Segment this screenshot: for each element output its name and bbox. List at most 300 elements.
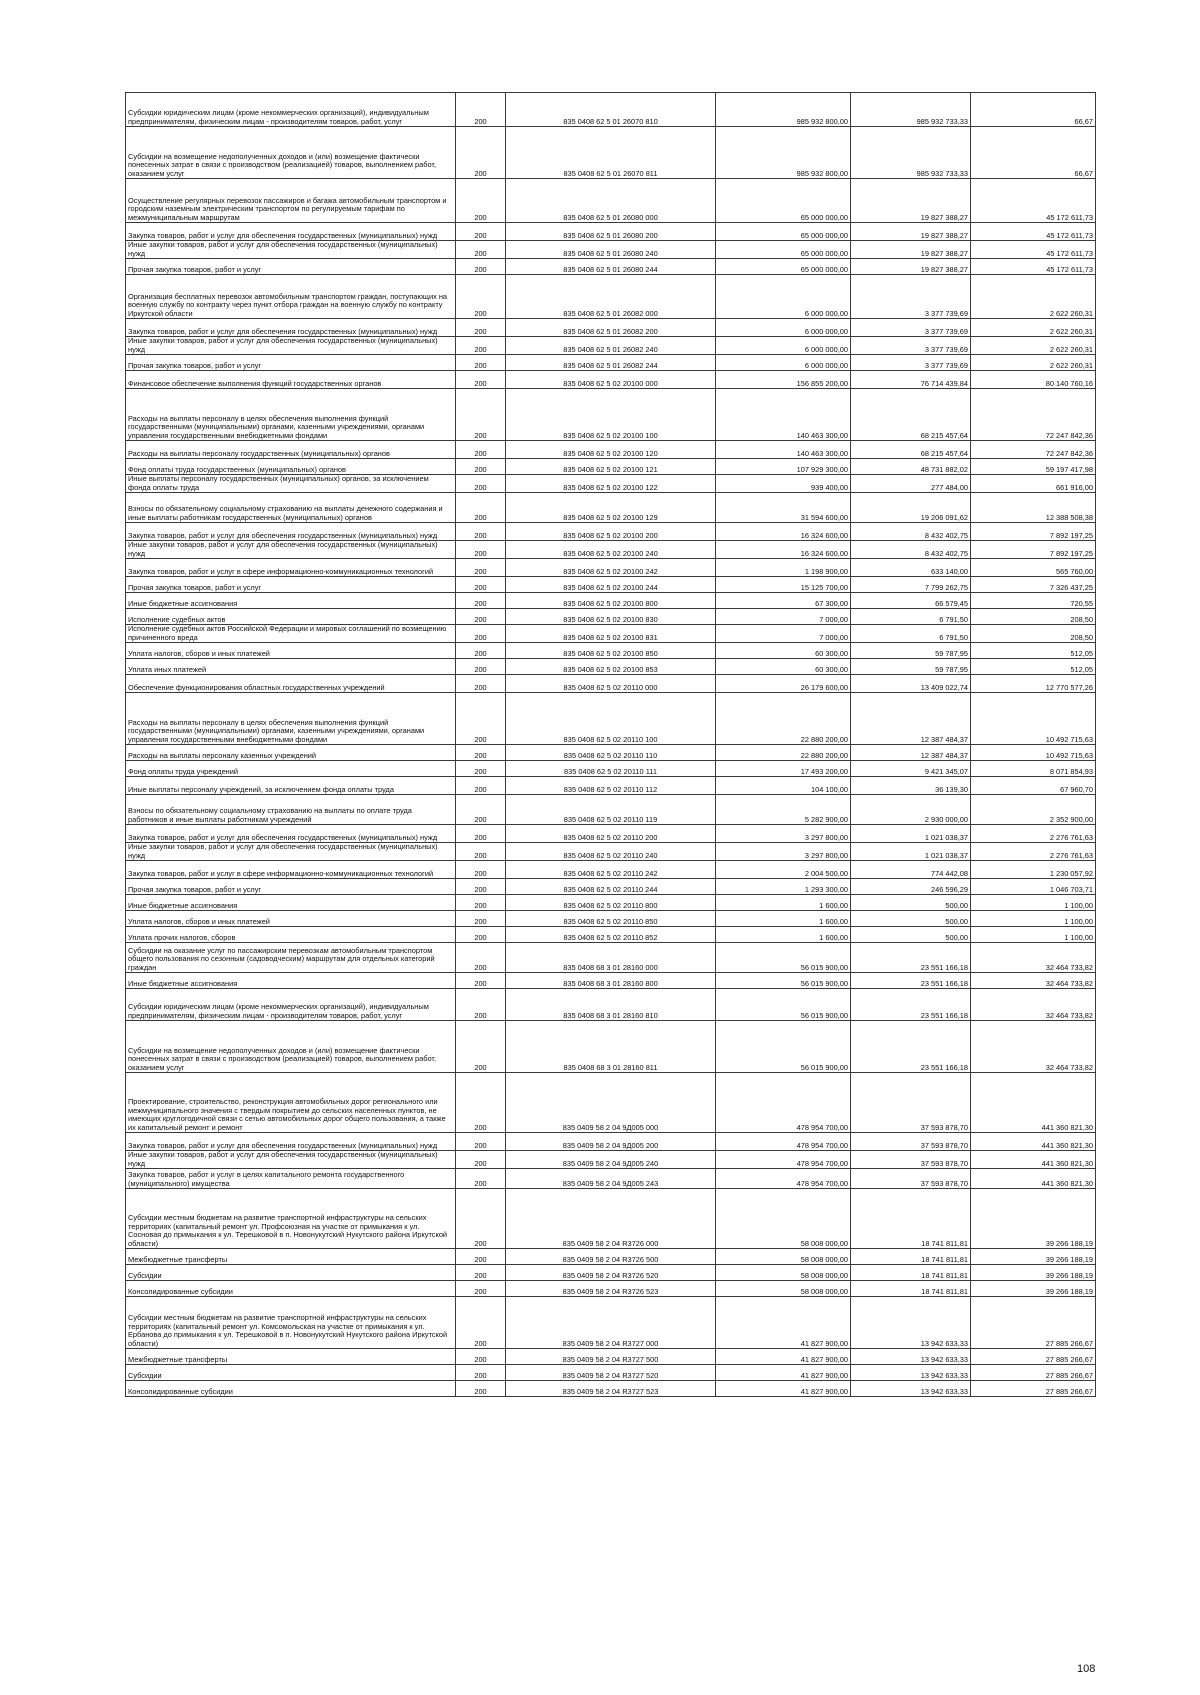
cell-fact: 1 021 038,37 bbox=[851, 843, 971, 861]
cell-plan: 985 932 800,00 bbox=[716, 127, 851, 179]
table-row bbox=[126, 1281, 1096, 1297]
cell-rest: 59 197 417,98 bbox=[971, 459, 1096, 475]
cell-name: Фонд оплаты труда государственных (муниципальных) органов bbox=[126, 459, 456, 475]
cell-rest: 10 492 715,63 bbox=[971, 745, 1096, 761]
cell-name: Уплата налогов, сборов и иных платежей bbox=[126, 643, 456, 659]
cell-code: 835 0408 62 5 02 20100 100 bbox=[506, 389, 716, 441]
table-row bbox=[126, 337, 1096, 355]
cell-plan: 56 015 900,00 bbox=[716, 973, 851, 989]
cell-code: 835 0409 58 2 04 9Д005 000 bbox=[506, 1073, 716, 1133]
cell-name: Прочая закупка товаров, работ и услуг bbox=[126, 879, 456, 895]
cell-plan: 478 954 700,00 bbox=[716, 1169, 851, 1189]
table-row bbox=[126, 1265, 1096, 1281]
cell-code: 835 0408 62 5 02 20110 000 bbox=[506, 675, 716, 693]
table-row bbox=[126, 1073, 1096, 1133]
cell-name: Субсидии на возмещение недополученных доходов и (или) возмещение фактически понесенных затрат в связи с производством (реализацией) товаров, выполнением работ, оказанием услуг bbox=[126, 127, 456, 179]
table-row bbox=[126, 795, 1096, 825]
cell-code: 835 0408 62 5 02 20100 242 bbox=[506, 559, 716, 577]
cell-plan: 26 179 600,00 bbox=[716, 675, 851, 693]
cell-code: 835 0408 62 5 02 20100 850 bbox=[506, 643, 716, 659]
cell-name: Обеспечение функционирования областных государственных учреждений bbox=[126, 675, 456, 693]
cell-fact: 985 932 733,33 bbox=[851, 93, 971, 127]
cell-fact: 76 714 439,84 bbox=[851, 371, 971, 389]
cell-plan: 65 000 000,00 bbox=[716, 223, 851, 241]
cell-code: 835 0408 62 5 02 20110 852 bbox=[506, 927, 716, 943]
cell-kvr: 200 bbox=[456, 541, 506, 559]
cell-name: Иные закупки товаров, работ и услуг для обеспечения государственных (муниципальных) нужд bbox=[126, 241, 456, 259]
cell-name: Расходы на выплаты персоналу государственных (муниципальных) органов bbox=[126, 441, 456, 459]
cell-plan: 1 600,00 bbox=[716, 911, 851, 927]
cell-name: Фонд оплаты труда учреждений bbox=[126, 761, 456, 777]
cell-fact: 66 579,45 bbox=[851, 593, 971, 609]
cell-name: Взносы по обязательному социальному страхованию на выплаты по оплате труда работников и иные выплаты работникам учреждений bbox=[126, 795, 456, 825]
table-row bbox=[126, 1169, 1096, 1189]
cell-kvr: 200 bbox=[456, 1249, 506, 1265]
cell-code: 835 0408 62 5 02 20100 800 bbox=[506, 593, 716, 609]
cell-fact: 8 432 402,75 bbox=[851, 541, 971, 559]
cell-name: Закупка товаров, работ и услуг в целях капитального ремонта государственного (муниципального) имущества bbox=[126, 1169, 456, 1189]
cell-code: 835 0408 68 3 01 28160 810 bbox=[506, 989, 716, 1021]
cell-rest: 2 352 900,00 bbox=[971, 795, 1096, 825]
cell-fact: 13 942 633,33 bbox=[851, 1297, 971, 1349]
cell-plan: 65 000 000,00 bbox=[716, 179, 851, 223]
cell-plan: 1 293 300,00 bbox=[716, 879, 851, 895]
table-row bbox=[126, 459, 1096, 475]
cell-fact: 633 140,00 bbox=[851, 559, 971, 577]
table-row bbox=[126, 693, 1096, 745]
cell-code: 835 0408 62 5 01 26082 200 bbox=[506, 319, 716, 337]
cell-fact: 48 731 882,02 bbox=[851, 459, 971, 475]
table-row bbox=[126, 259, 1096, 275]
cell-rest: 72 247 842,36 bbox=[971, 441, 1096, 459]
cell-rest: 7 326 437,25 bbox=[971, 577, 1096, 593]
cell-code: 835 0408 62 5 02 20100 122 bbox=[506, 475, 716, 493]
cell-fact: 9 421 345,07 bbox=[851, 761, 971, 777]
cell-name: Закупка товаров, работ и услуг в сфере информационно-коммуникационных технологий bbox=[126, 559, 456, 577]
cell-fact: 13 409 022,74 bbox=[851, 675, 971, 693]
cell-plan: 478 954 700,00 bbox=[716, 1151, 851, 1169]
cell-plan: 1 198 900,00 bbox=[716, 559, 851, 577]
cell-rest: 32 464 733,82 bbox=[971, 989, 1096, 1021]
cell-plan: 65 000 000,00 bbox=[716, 241, 851, 259]
cell-kvr: 200 bbox=[456, 523, 506, 541]
cell-fact: 246 596,29 bbox=[851, 879, 971, 895]
cell-fact: 19 827 388,27 bbox=[851, 179, 971, 223]
table-row bbox=[126, 1189, 1096, 1249]
cell-code: 835 0408 62 5 01 26070 811 bbox=[506, 127, 716, 179]
table-row bbox=[126, 989, 1096, 1021]
cell-code: 835 0409 58 2 04 R3726 000 bbox=[506, 1189, 716, 1249]
cell-fact: 19 827 388,27 bbox=[851, 259, 971, 275]
table-row bbox=[126, 927, 1096, 943]
cell-rest: 1 100,00 bbox=[971, 927, 1096, 943]
cell-plan: 17 493 200,00 bbox=[716, 761, 851, 777]
cell-kvr: 200 bbox=[456, 93, 506, 127]
cell-rest: 2 622 260,31 bbox=[971, 337, 1096, 355]
cell-name: Расходы на выплаты персоналу в целях обеспечения выполнения функций государственными (муниципальными) органами, казенными учреждениями, органами управления государственными внебюджетными фондами bbox=[126, 389, 456, 441]
cell-name: Межбюджетные трансферты bbox=[126, 1249, 456, 1265]
cell-plan: 1 600,00 bbox=[716, 927, 851, 943]
cell-plan: 56 015 900,00 bbox=[716, 1021, 851, 1073]
table-row bbox=[126, 559, 1096, 577]
cell-plan: 140 463 300,00 bbox=[716, 389, 851, 441]
cell-rest: 1 046 703,71 bbox=[971, 879, 1096, 895]
cell-kvr: 200 bbox=[456, 593, 506, 609]
cell-code: 835 0408 62 5 02 20100 853 bbox=[506, 659, 716, 675]
cell-plan: 58 008 000,00 bbox=[716, 1189, 851, 1249]
cell-kvr: 200 bbox=[456, 659, 506, 675]
cell-rest: 12 388 508,38 bbox=[971, 493, 1096, 523]
cell-code: 835 0408 62 5 02 20100 120 bbox=[506, 441, 716, 459]
cell-fact: 18 741 811,81 bbox=[851, 1249, 971, 1265]
cell-kvr: 200 bbox=[456, 241, 506, 259]
cell-kvr: 200 bbox=[456, 1151, 506, 1169]
cell-plan: 22 880 200,00 bbox=[716, 745, 851, 761]
cell-fact: 59 787,95 bbox=[851, 659, 971, 675]
cell-name: Закупка товаров, работ и услуг для обеспечения государственных (муниципальных) нужд bbox=[126, 319, 456, 337]
cell-kvr: 200 bbox=[456, 275, 506, 319]
cell-rest: 32 464 733,82 bbox=[971, 973, 1096, 989]
cell-rest: 7 892 197,25 bbox=[971, 523, 1096, 541]
cell-fact: 774 442,08 bbox=[851, 861, 971, 879]
cell-code: 835 0408 62 5 02 20110 200 bbox=[506, 825, 716, 843]
table-row bbox=[126, 577, 1096, 593]
cell-fact: 23 551 166,18 bbox=[851, 989, 971, 1021]
cell-code: 835 0408 62 5 02 20100 831 bbox=[506, 625, 716, 643]
cell-name: Консолидированные субсидии bbox=[126, 1381, 456, 1397]
cell-plan: 6 000 000,00 bbox=[716, 319, 851, 337]
cell-code: 835 0408 62 5 01 26080 000 bbox=[506, 179, 716, 223]
cell-kvr: 200 bbox=[456, 973, 506, 989]
cell-fact: 19 827 388,27 bbox=[851, 223, 971, 241]
table-row bbox=[126, 861, 1096, 879]
cell-code: 835 0409 58 2 04 R3727 523 bbox=[506, 1381, 716, 1397]
cell-name: Расходы на выплаты персоналу казенных учреждений bbox=[126, 745, 456, 761]
cell-kvr: 200 bbox=[456, 459, 506, 475]
cell-name: Уплата налогов, сборов и иных платежей bbox=[126, 911, 456, 927]
cell-kvr: 200 bbox=[456, 577, 506, 593]
cell-code: 835 0408 62 5 02 20110 800 bbox=[506, 895, 716, 911]
cell-name: Организация бесплатных перевозок автомобильным транспортом граждан, поступающих на военную службу по контракту через пункт отбора граждан на военную службу по контракту Иркутской области bbox=[126, 275, 456, 319]
table-row bbox=[126, 943, 1096, 973]
cell-rest: 2 622 260,31 bbox=[971, 355, 1096, 371]
cell-fact: 12 387 484,37 bbox=[851, 745, 971, 761]
cell-plan: 22 880 200,00 bbox=[716, 693, 851, 745]
cell-plan: 56 015 900,00 bbox=[716, 943, 851, 973]
cell-plan: 7 000,00 bbox=[716, 625, 851, 643]
cell-name: Иные бюджетные ассигнования bbox=[126, 973, 456, 989]
table-row bbox=[126, 643, 1096, 659]
cell-kvr: 200 bbox=[456, 1133, 506, 1151]
cell-name: Проектирование, строительство, реконструкция автомобильных дорог регионального или межмуниципального значения с твердым покрытием до сельских населенных пунктов, не имеющих круглогодичной связи с сетью автомобильных дорог общего пользования, а также их капитальный ремонт и ремонт bbox=[126, 1073, 456, 1133]
cell-name: Иные закупки товаров, работ и услуг для обеспечения государственных (муниципальных) нужд bbox=[126, 1151, 456, 1169]
cell-plan: 6 000 000,00 bbox=[716, 355, 851, 371]
cell-rest: 12 770 577,26 bbox=[971, 675, 1096, 693]
cell-code: 835 0408 62 5 01 26082 244 bbox=[506, 355, 716, 371]
cell-code: 835 0408 62 5 02 20110 110 bbox=[506, 745, 716, 761]
cell-kvr: 200 bbox=[456, 259, 506, 275]
cell-kvr: 200 bbox=[456, 609, 506, 625]
cell-fact: 8 432 402,75 bbox=[851, 523, 971, 541]
cell-fact: 1 021 038,37 bbox=[851, 825, 971, 843]
cell-rest: 45 172 611,73 bbox=[971, 241, 1096, 259]
cell-name: Закупка товаров, работ и услуг для обеспечения государственных (муниципальных) нужд bbox=[126, 1133, 456, 1151]
cell-rest: 441 360 821,30 bbox=[971, 1073, 1096, 1133]
table-row bbox=[126, 593, 1096, 609]
cell-plan: 56 015 900,00 bbox=[716, 989, 851, 1021]
cell-rest: 2 622 260,31 bbox=[971, 275, 1096, 319]
table-row bbox=[126, 895, 1096, 911]
cell-kvr: 200 bbox=[456, 843, 506, 861]
table-row bbox=[126, 1297, 1096, 1349]
cell-fact: 18 741 811,81 bbox=[851, 1189, 971, 1249]
cell-plan: 31 594 600,00 bbox=[716, 493, 851, 523]
cell-plan: 3 297 800,00 bbox=[716, 843, 851, 861]
cell-rest: 32 464 733,82 bbox=[971, 943, 1096, 973]
cell-code: 835 0408 62 5 01 26070 810 bbox=[506, 93, 716, 127]
cell-name: Исполнение судебных актов Российской Федерации и мировых соглашений по возмещению причиненного вреда bbox=[126, 625, 456, 643]
cell-fact: 7 799 262,75 bbox=[851, 577, 971, 593]
table-row bbox=[126, 911, 1096, 927]
table-row bbox=[126, 371, 1096, 389]
table-row bbox=[126, 493, 1096, 523]
cell-rest: 1 100,00 bbox=[971, 911, 1096, 927]
cell-plan: 65 000 000,00 bbox=[716, 259, 851, 275]
cell-fact: 19 827 388,27 bbox=[851, 241, 971, 259]
cell-fact: 23 551 166,18 bbox=[851, 1021, 971, 1073]
table-row bbox=[126, 1365, 1096, 1381]
cell-code: 835 0408 62 5 02 20100 200 bbox=[506, 523, 716, 541]
cell-kvr: 200 bbox=[456, 1189, 506, 1249]
cell-rest: 45 172 611,73 bbox=[971, 179, 1096, 223]
cell-kvr: 200 bbox=[456, 989, 506, 1021]
cell-kvr: 200 bbox=[456, 927, 506, 943]
cell-code: 835 0408 62 5 02 20100 121 bbox=[506, 459, 716, 475]
cell-name: Иные закупки товаров, работ и услуг для обеспечения государственных (муниципальных) нужд bbox=[126, 843, 456, 861]
cell-plan: 41 827 900,00 bbox=[716, 1381, 851, 1397]
cell-rest: 27 885 266,67 bbox=[971, 1381, 1096, 1397]
cell-fact: 23 551 166,18 bbox=[851, 973, 971, 989]
cell-code: 835 0408 68 3 01 28160 811 bbox=[506, 1021, 716, 1073]
cell-rest: 39 266 188,19 bbox=[971, 1281, 1096, 1297]
cell-name: Расходы на выплаты персоналу в целях обеспечения выполнения функций государственными (муниципальными) органами, казенными учреждениями, органами управления государственными внебюджетными фондами bbox=[126, 693, 456, 745]
cell-plan: 60 300,00 bbox=[716, 643, 851, 659]
cell-name: Иные бюджетные ассигнования bbox=[126, 895, 456, 911]
cell-code: 835 0409 58 2 04 9Д005 243 bbox=[506, 1169, 716, 1189]
cell-kvr: 200 bbox=[456, 943, 506, 973]
cell-name: Субсидии на возмещение недополученных доходов и (или) возмещение фактически понесенных затрат в связи с производством (реализацией) товаров, выполнением работ, оказанием услуг bbox=[126, 1021, 456, 1073]
cell-fact: 6 791,50 bbox=[851, 625, 971, 643]
cell-fact: 2 930 000,00 bbox=[851, 795, 971, 825]
table-row bbox=[126, 1349, 1096, 1365]
cell-name: Финансовое обеспечение выполнения функций государственных органов bbox=[126, 371, 456, 389]
cell-plan: 58 008 000,00 bbox=[716, 1281, 851, 1297]
cell-name: Консолидированные субсидии bbox=[126, 1281, 456, 1297]
cell-fact: 3 377 739,69 bbox=[851, 355, 971, 371]
cell-rest: 2 622 260,31 bbox=[971, 319, 1096, 337]
cell-fact: 500,00 bbox=[851, 895, 971, 911]
cell-kvr: 200 bbox=[456, 625, 506, 643]
cell-fact: 37 593 878,70 bbox=[851, 1133, 971, 1151]
cell-code: 835 0408 62 5 01 26082 240 bbox=[506, 337, 716, 355]
cell-name: Субсидии юридическим лицам (кроме некоммерческих организаций), индивидуальным предпринимателям, физическим лицам - производителям товаров, работ, услуг bbox=[126, 989, 456, 1021]
cell-kvr: 200 bbox=[456, 1297, 506, 1349]
cell-kvr: 200 bbox=[456, 559, 506, 577]
cell-name: Иные закупки товаров, работ и услуг для обеспечения государственных (муниципальных) нужд bbox=[126, 337, 456, 355]
cell-code: 835 0409 58 2 04 R3726 520 bbox=[506, 1265, 716, 1281]
cell-rest: 8 071 854,93 bbox=[971, 761, 1096, 777]
table-row bbox=[126, 659, 1096, 675]
cell-code: 835 0409 58 2 04 R3726 523 bbox=[506, 1281, 716, 1297]
table-row bbox=[126, 319, 1096, 337]
cell-plan: 107 929 300,00 bbox=[716, 459, 851, 475]
cell-plan: 6 000 000,00 bbox=[716, 337, 851, 355]
cell-plan: 15 125 700,00 bbox=[716, 577, 851, 593]
cell-rest: 39 266 188,19 bbox=[971, 1189, 1096, 1249]
cell-name: Закупка товаров, работ и услуг для обеспечения государственных (муниципальных) нужд bbox=[126, 223, 456, 241]
cell-name: Прочая закупка товаров, работ и услуг bbox=[126, 355, 456, 371]
page-number: 108 bbox=[1077, 1663, 1096, 1675]
cell-kvr: 200 bbox=[456, 911, 506, 927]
cell-kvr: 200 bbox=[456, 745, 506, 761]
cell-rest: 66,67 bbox=[971, 127, 1096, 179]
cell-name: Уплата иных платежей bbox=[126, 659, 456, 675]
cell-rest: 27 885 266,67 bbox=[971, 1365, 1096, 1381]
cell-kvr: 200 bbox=[456, 1265, 506, 1281]
cell-kvr: 200 bbox=[456, 1021, 506, 1073]
cell-plan: 156 855 200,00 bbox=[716, 371, 851, 389]
cell-rest: 208,50 bbox=[971, 625, 1096, 643]
cell-code: 835 0408 68 3 01 28160 800 bbox=[506, 973, 716, 989]
cell-fact: 500,00 bbox=[851, 911, 971, 927]
cell-kvr: 200 bbox=[456, 223, 506, 241]
cell-code: 835 0408 62 5 02 20110 111 bbox=[506, 761, 716, 777]
cell-fact: 13 942 633,33 bbox=[851, 1349, 971, 1365]
cell-code: 835 0408 62 5 02 20110 850 bbox=[506, 911, 716, 927]
cell-fact: 13 942 633,33 bbox=[851, 1381, 971, 1397]
cell-plan: 60 300,00 bbox=[716, 659, 851, 675]
cell-name: Иные бюджетные ассигнования bbox=[126, 593, 456, 609]
cell-kvr: 200 bbox=[456, 1365, 506, 1381]
cell-kvr: 200 bbox=[456, 337, 506, 355]
cell-code: 835 0409 58 2 04 9Д005 200 bbox=[506, 1133, 716, 1151]
table-row bbox=[126, 745, 1096, 761]
table-row bbox=[126, 93, 1096, 127]
cell-name: Иные выплаты персоналу государственных (муниципальных) органов, за исключением фонда оплаты труда bbox=[126, 475, 456, 493]
cell-fact: 6 791,50 bbox=[851, 609, 971, 625]
cell-fact: 23 551 166,18 bbox=[851, 943, 971, 973]
cell-code: 835 0409 58 2 04 R3726 500 bbox=[506, 1249, 716, 1265]
cell-rest: 565 760,00 bbox=[971, 559, 1096, 577]
cell-fact: 37 593 878,70 bbox=[851, 1169, 971, 1189]
cell-rest: 66,67 bbox=[971, 93, 1096, 127]
cell-name: Субсидии местным бюджетам на развитие транспортной инфраструктуры на сельских территориях (капитальный ремонт ул. Профсоюзная на участке от примыкания к ул. Сосновая до примыкания к ул. Терешковой в п. Новонукутский Нукутского района Иркутской области) bbox=[126, 1189, 456, 1249]
cell-code: 835 0409 58 2 04 R3727 000 bbox=[506, 1297, 716, 1349]
table-row bbox=[126, 241, 1096, 259]
cell-plan: 7 000,00 bbox=[716, 609, 851, 625]
cell-plan: 140 463 300,00 bbox=[716, 441, 851, 459]
cell-name: Осуществление регулярных перевозок пассажиров и багажа автомобильным транспортом и городским наземным электрическим транспортом по регулируемым тарифам по межмуниципальным маршрутам bbox=[126, 179, 456, 223]
cell-plan: 67 300,00 bbox=[716, 593, 851, 609]
cell-plan: 58 008 000,00 bbox=[716, 1249, 851, 1265]
cell-fact: 985 932 733,33 bbox=[851, 127, 971, 179]
table-row bbox=[126, 625, 1096, 643]
cell-plan: 16 324 600,00 bbox=[716, 523, 851, 541]
cell-name: Закупка товаров, работ и услуг для обеспечения государственных (муниципальных) нужд bbox=[126, 825, 456, 843]
cell-code: 835 0408 62 5 01 26082 000 bbox=[506, 275, 716, 319]
cell-name: Взносы по обязательному социальному страхованию на выплаты денежного содержания и иные выплаты работникам государственных (муниципальных) органов bbox=[126, 493, 456, 523]
cell-rest: 80 140 760,16 bbox=[971, 371, 1096, 389]
cell-fact: 12 387 484,37 bbox=[851, 693, 971, 745]
cell-code: 835 0408 62 5 01 26080 200 bbox=[506, 223, 716, 241]
cell-kvr: 200 bbox=[456, 643, 506, 659]
cell-kvr: 200 bbox=[456, 1169, 506, 1189]
cell-code: 835 0408 62 5 02 20110 119 bbox=[506, 795, 716, 825]
cell-rest: 39 266 188,19 bbox=[971, 1265, 1096, 1281]
cell-fact: 37 593 878,70 bbox=[851, 1151, 971, 1169]
cell-kvr: 200 bbox=[456, 475, 506, 493]
budget-table-body bbox=[126, 93, 1096, 1397]
cell-rest: 208,50 bbox=[971, 609, 1096, 625]
cell-plan: 41 827 900,00 bbox=[716, 1349, 851, 1365]
table-row bbox=[126, 355, 1096, 371]
cell-kvr: 200 bbox=[456, 1349, 506, 1365]
cell-kvr: 200 bbox=[456, 861, 506, 879]
table-row bbox=[126, 1133, 1096, 1151]
cell-kvr: 200 bbox=[456, 777, 506, 795]
table-row bbox=[126, 179, 1096, 223]
table-row bbox=[126, 1151, 1096, 1169]
cell-rest: 720,55 bbox=[971, 593, 1096, 609]
table-row bbox=[126, 675, 1096, 693]
cell-plan: 2 004 500,00 bbox=[716, 861, 851, 879]
cell-kvr: 200 bbox=[456, 895, 506, 911]
cell-plan: 478 954 700,00 bbox=[716, 1073, 851, 1133]
cell-code: 835 0408 62 5 02 20110 242 bbox=[506, 861, 716, 879]
table-row bbox=[126, 275, 1096, 319]
table-row bbox=[126, 441, 1096, 459]
cell-plan: 939 400,00 bbox=[716, 475, 851, 493]
cell-kvr: 200 bbox=[456, 179, 506, 223]
table-row bbox=[126, 843, 1096, 861]
cell-rest: 2 276 761,63 bbox=[971, 825, 1096, 843]
cell-rest: 72 247 842,36 bbox=[971, 389, 1096, 441]
cell-fact: 37 593 878,70 bbox=[851, 1073, 971, 1133]
cell-kvr: 200 bbox=[456, 693, 506, 745]
cell-kvr: 200 bbox=[456, 1381, 506, 1397]
cell-plan: 104 100,00 bbox=[716, 777, 851, 795]
cell-name: Прочая закупка товаров, работ и услуг bbox=[126, 577, 456, 593]
cell-name: Прочая закупка товаров, работ и услуг bbox=[126, 259, 456, 275]
cell-kvr: 200 bbox=[456, 389, 506, 441]
cell-rest: 39 266 188,19 bbox=[971, 1249, 1096, 1265]
cell-kvr: 200 bbox=[456, 371, 506, 389]
cell-code: 835 0408 62 5 02 20110 100 bbox=[506, 693, 716, 745]
cell-name: Субсидии bbox=[126, 1265, 456, 1281]
cell-plan: 6 000 000,00 bbox=[716, 275, 851, 319]
cell-rest: 1 100,00 bbox=[971, 895, 1096, 911]
cell-kvr: 200 bbox=[456, 493, 506, 523]
cell-rest: 32 464 733,82 bbox=[971, 1021, 1096, 1073]
cell-code: 835 0408 62 5 02 20110 240 bbox=[506, 843, 716, 861]
cell-kvr: 200 bbox=[456, 127, 506, 179]
cell-kvr: 200 bbox=[456, 879, 506, 895]
cell-fact: 3 377 739,69 bbox=[851, 275, 971, 319]
cell-code: 835 0409 58 2 04 R3727 520 bbox=[506, 1365, 716, 1381]
cell-rest: 441 360 821,30 bbox=[971, 1151, 1096, 1169]
cell-code: 835 0408 62 5 01 26080 240 bbox=[506, 241, 716, 259]
cell-rest: 512,05 bbox=[971, 659, 1096, 675]
